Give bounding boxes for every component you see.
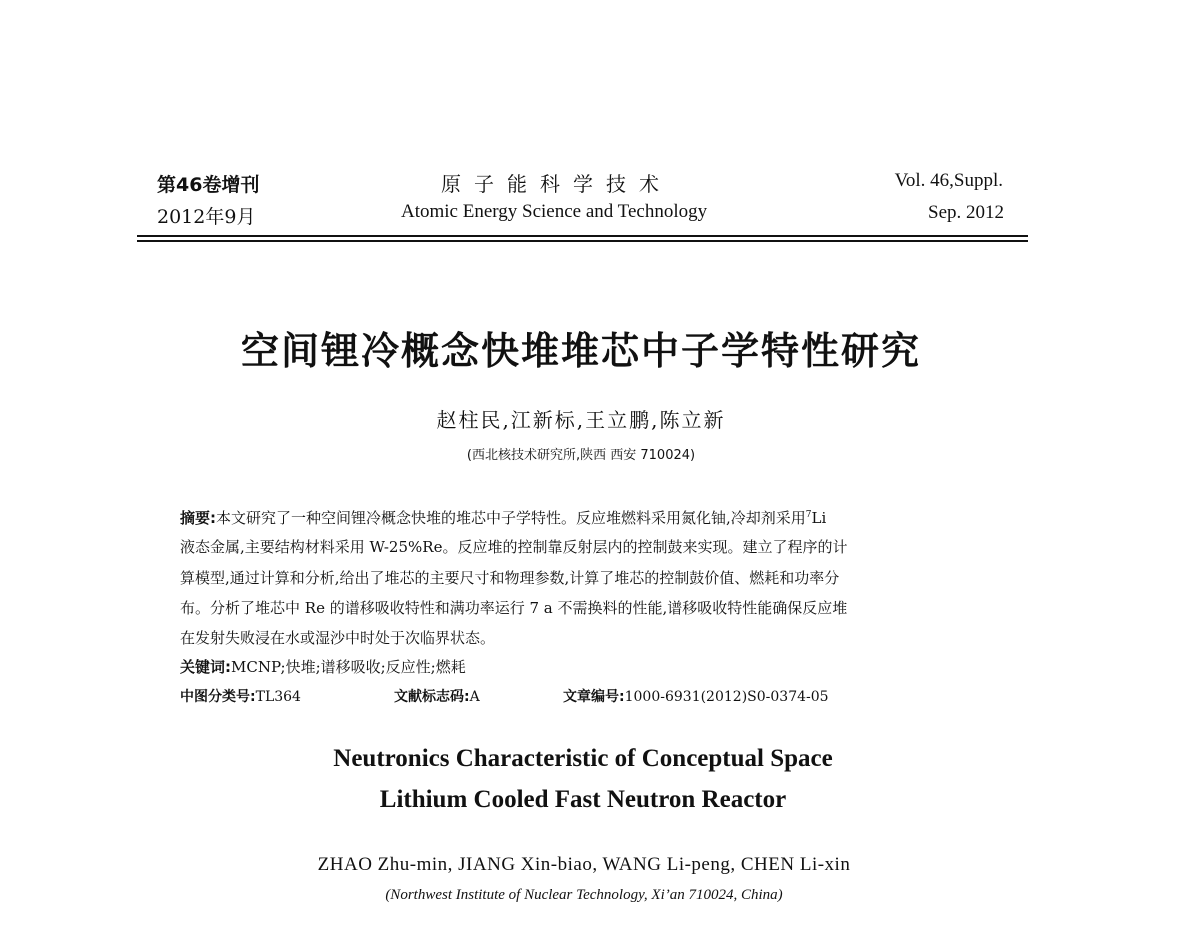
clc-value: TL364 — [255, 689, 301, 705]
header-rule-top — [137, 235, 1028, 237]
abstract-line: 在发射失败浸在水或湿沙中时处于次临界状态。 — [180, 629, 496, 647]
header-rule-bottom — [137, 240, 1028, 242]
keywords-value: MCNP;快堆;谱移吸收;反应性;燃耗 — [231, 658, 466, 676]
affiliation-cn: (西北核技术研究所,陕西 西安 710024) — [466, 448, 696, 463]
journal-title-en: Atomic Energy Science and Technology — [401, 201, 708, 222]
keywords — [180, 656, 466, 677]
abstract-text: 本文研究了一种空间锂冷概念快堆的堆芯中子学特性。反应堆燃料采用氮化铀,冷却剂采用 — [216, 509, 806, 527]
date-en: Sep. 2012 — [928, 202, 1004, 223]
abstract-line — [180, 505, 990, 528]
abstract-label: 摘要: — [180, 509, 216, 527]
affiliation-en: (Northwest Institute of Nuclear Technology, Xi’an 710024, China) — [385, 887, 783, 903]
document-code-value: A — [469, 689, 480, 705]
abstract-line: 液态金属,主要结构材料采用 W-25%Re。反应堆的控制靠反射层内的控制鼓来实现。建立了程序的计 — [180, 538, 848, 556]
article-title-cn: 空间锂冷概念快堆堆芯中子学特性研究 — [240, 329, 921, 373]
document-code-label: 文献标志码: — [394, 689, 470, 705]
authors-en: ZHAO Zhu-min, JIANG Xin-biao, WANG Li-peng, CHEN Li-xin — [317, 854, 851, 875]
date-cn: 2012年9月 — [157, 206, 256, 228]
article-id-label: 文章编号: — [563, 689, 625, 705]
article-title-en-line-2: Lithium Cooled Fast Neutron Reactor — [379, 786, 787, 813]
clc-number — [180, 686, 301, 706]
abstract-text: Li — [811, 509, 827, 527]
article-id — [563, 686, 829, 706]
article-id-value: 1000-6931(2012)S0-0374-05 — [624, 689, 829, 705]
journal-title-cn: 原子能科学技术 — [441, 172, 672, 196]
abstract-line: 布。分析了堆芯中 Re 的谱移吸收特性和满功率运行 7 a 不需换料的性能,谱移吸收特性能确保反应堆 — [180, 599, 848, 617]
article-title-en-line-1: Neutronics Characteristic of Conceptual Space — [333, 745, 833, 772]
clc-label: 中图分类号: — [180, 689, 256, 705]
keywords-label: 关键词: — [180, 658, 231, 676]
document-code — [394, 686, 480, 706]
abstract-line: 算模型,通过计算和分析,给出了堆芯的主要尺寸和物理参数,计算了堆芯的控制鼓价值、燃耗和功率分 — [180, 569, 840, 587]
isotope-superscript: 7 — [805, 510, 812, 520]
authors-cn: 赵柱民,江新标,王立鹏,陈立新 — [436, 408, 726, 432]
volume-cn: 第46卷增刊 — [157, 174, 260, 196]
volume-en: Vol. 46,Suppl. — [894, 170, 1003, 191]
